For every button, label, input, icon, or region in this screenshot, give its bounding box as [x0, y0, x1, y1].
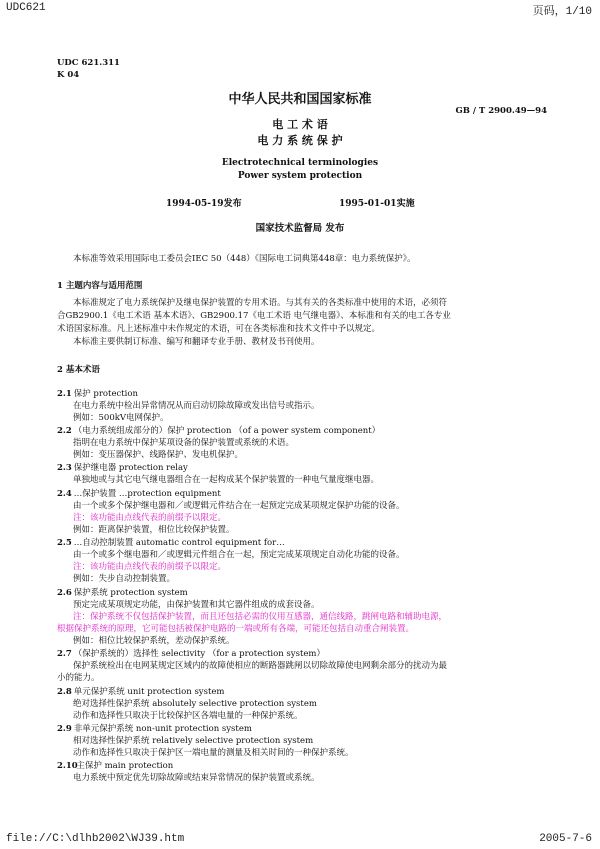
term-number: 2.2	[57, 426, 72, 436]
term-2-6	[57, 587, 188, 599]
term-2-3	[57, 462, 188, 474]
effective-date: 1995-01-01实施	[339, 199, 415, 209]
term-title: 保护 protection	[73, 389, 138, 399]
term-title: …保护装置 …protection equipment	[73, 489, 221, 499]
term-title: 非单元保护系统 non-unit protection system	[73, 724, 252, 734]
term-title: …自动控制装置 automatic control equipment for…	[73, 538, 285, 548]
section-2-heading: 2 基本术语	[57, 365, 100, 375]
page-footer-left: file://C:\dlhb2002\WJ39.htm	[6, 833, 185, 845]
term-definition: 动作和选择性只取决于比较保护区各端电量的一种保护系统。	[73, 711, 303, 721]
term-definition: 动作和选择性只取决于保护区一端电量的测量及相关时间的一种保护系统。	[73, 748, 354, 758]
udc-code: UDC 621.311	[57, 58, 120, 68]
term-definition: 预定完成某项规定功能，由保护装置和其它器件组成的成套设备。	[73, 600, 320, 610]
term-title: 保护继电器 protection relay	[73, 463, 188, 473]
term-synonym: 相对选择性保护系统 relatively selective protection system	[73, 736, 314, 746]
section-1-text: 本标准主要供制订标准、编写和翻译专业手册、教材及书刊使用。	[73, 337, 320, 347]
section-1-text: 术语国家标准。凡上述标准中未作规定的术语，可在各类标准和技术文件中予以规定。	[57, 324, 381, 334]
term-number: 2.10	[57, 761, 78, 771]
term-definition: 电力系统中预定优先切除故障或结束异常情况的保护装置或系统。	[73, 773, 320, 783]
term-note: 注：该功能由点线代表的前缀予以限定。	[73, 562, 227, 572]
term-note: 根据保护系统的原理，它可能包括被保护电路的一端或所有各端，可能还包括自动重合闸装置。	[57, 624, 415, 634]
term-number: 2.9	[57, 724, 72, 734]
term-title: 主保护 main protection	[76, 761, 174, 771]
title-en-line1: Electrotechnical terminologies	[221, 158, 379, 168]
section-1-text: 合GB2900.1《电工术语 基本术语》、GB2900.17《电工术语 电气继电器》、本标准和有关的电工各专业	[57, 311, 451, 321]
term-number: 2.5	[57, 538, 72, 548]
term-definition: 由一个或多个继电器和／或逻辑元件组合在一起，预定完成某项规定自动化功能的设备。	[73, 550, 405, 560]
term-definition: 由一个或多个保护继电器和／或逻辑元件结合在一起预定完成某项规定保护功能的设备。	[73, 501, 405, 511]
intro-paragraph: 本标准等效采用国际电工委员会IEC 50（448）《国际电工词典第448章：电力系统保护》。	[73, 254, 416, 264]
term-note: 注：该功能由点线代表的前缀予以限定。	[73, 513, 227, 523]
term-definition: 小的能力。	[57, 673, 100, 683]
term-definition: 保护系统检出在电网某规定区域内的故障使相应的断路器跳闸以切除故障使电网剩余部分的扰动为最	[73, 661, 448, 671]
term-title: 保护系统 protection system	[73, 588, 188, 598]
term-2-9	[57, 723, 252, 735]
standard-number: GB / T 2900.49—94	[455, 106, 547, 116]
term-number: 2.1	[57, 389, 72, 399]
term-title: 单元保护系统 unit protection system	[73, 687, 225, 697]
term-2-8	[57, 686, 224, 698]
term-number: 2.7	[57, 649, 72, 659]
title-en-line2: Power system protection	[237, 171, 363, 181]
term-definition: 指明在电力系统中保护某项设备的保护装置或系统的术语。	[73, 438, 295, 448]
issue-date: 1994-05-19发布	[166, 199, 242, 209]
standard-org-title: 中华人民共和国国家标准	[228, 92, 372, 107]
term-example: 例如：变压器保护、线路保护、发电机保护。	[73, 450, 244, 460]
term-number: 2.6	[57, 588, 72, 598]
term-2-5	[57, 537, 285, 549]
term-number: 2.4	[57, 489, 72, 499]
term-2-10	[57, 760, 173, 772]
section-1-heading: 1 主题内容与适用范围	[57, 281, 143, 291]
term-number: 2.8	[57, 687, 72, 697]
term-number: 2.3	[57, 463, 72, 473]
term-2-1	[57, 388, 138, 400]
class-code: K 04	[57, 70, 80, 80]
term-example: 例如：失步自动控制装置。	[73, 574, 176, 584]
section-1-text: 本标准规定了电力系统保护及继电保护装置的专用术语。与其有关的各类标准中使用的术语，必须符	[73, 298, 448, 308]
term-definition: 在电力系统中检出异常情况从而启动切除故障或发出信号或指示。	[73, 401, 320, 411]
term-synonym: 绝对选择性保护系统 absolutely selective protection system	[73, 699, 317, 709]
page-header-right: 页码，1/10	[532, 6, 592, 18]
page-header-left: UDC621	[6, 2, 46, 14]
publisher: 国家技术监督局 发布	[255, 223, 345, 234]
term-2-7	[57, 648, 325, 660]
term-definition: 单独地或与其它电气继电器组合在一起构成某个保护装置的一种电气量度继电器。	[73, 475, 380, 485]
term-title: （电力系统组成部分的）保护 protection （of a power system component）	[73, 426, 381, 436]
term-note: 注：保护系统不仅包括保护装置，而且还包括必需的仪用互感器，通信线路，跳闸电路和辅助电源，	[73, 612, 448, 622]
term-example: 例如：500kV电网保护。	[73, 413, 169, 423]
title-cn-line1: 电 工 术 语	[272, 118, 328, 131]
term-title: （保护系统的）选择性 selectivity （for a protection system）	[73, 649, 325, 659]
title-cn-line2: 电 力 系 统 保 护	[257, 134, 343, 147]
page-footer-right: 2005-7-6	[539, 833, 592, 845]
term-2-4	[57, 488, 221, 500]
term-example: 例如：距离保护装置，相位比较保护装置。	[73, 525, 235, 535]
term-2-2	[57, 425, 380, 437]
term-example: 例如：相位比较保护系统，差动保护系统。	[73, 636, 235, 646]
